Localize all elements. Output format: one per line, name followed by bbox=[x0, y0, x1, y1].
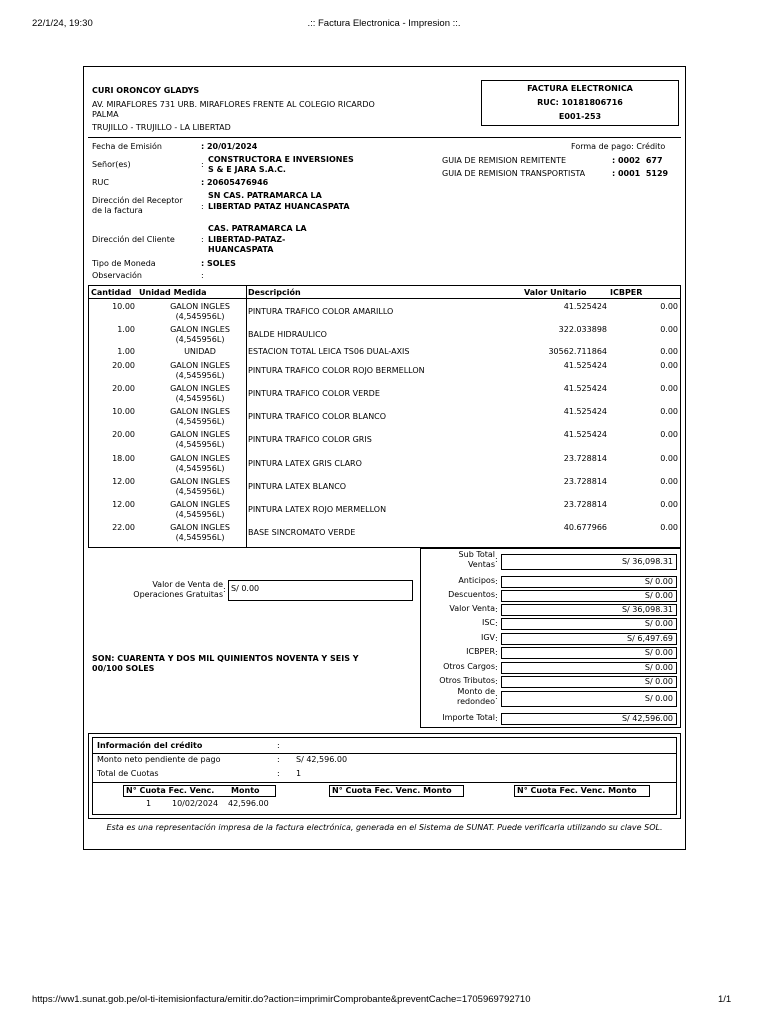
item-description: PINTURA TRAFICO COLOR BLANCO bbox=[248, 412, 387, 421]
item-description: PINTURA LATEX GRIS CLARO bbox=[248, 459, 362, 468]
item-unit-value: 23.728814 bbox=[563, 500, 607, 509]
invoice-type: FACTURA ELECTRONICA bbox=[527, 84, 633, 93]
credit-title: Información del crédito bbox=[97, 741, 203, 750]
item-description: PINTURA TRAFICO COLOR AMARILLO bbox=[248, 307, 394, 316]
guia-remitente-label: GUIA DE REMISION REMITENTE bbox=[442, 156, 567, 165]
total-label-line-1: ICBPER bbox=[466, 647, 495, 656]
colon: : bbox=[495, 648, 498, 657]
total-label bbox=[443, 662, 495, 672]
item-unit-detail: (4,545956L) bbox=[175, 487, 225, 496]
gratuitas-value: S/ 0.00 bbox=[228, 580, 413, 601]
total-label-line-1: Sub Total bbox=[458, 550, 495, 559]
colon: : bbox=[495, 634, 498, 643]
sunat-note: Esta es una representación impresa de la factura electrónica, generada en el Sistema de SUNAT. Puede verificarla utilizando su clave SOL. bbox=[106, 823, 663, 832]
credit-inner bbox=[92, 737, 677, 815]
ruc-value: : 20605476946 bbox=[201, 178, 269, 187]
dir-cliente-3: HUANCASPATA bbox=[208, 245, 274, 254]
item-unit-value: 23.728814 bbox=[563, 477, 607, 486]
colon: : bbox=[495, 591, 498, 600]
item-unit-value: 41.525424 bbox=[563, 361, 607, 370]
item-icbper: 0.00 bbox=[660, 384, 678, 393]
senor-value-1: CONSTRUCTORA E INVERSIONES bbox=[208, 155, 354, 164]
total-value: S/ 36,098.31 bbox=[501, 554, 677, 570]
colon: : bbox=[495, 555, 498, 564]
item-unit-detail: (4,545956L) bbox=[175, 335, 225, 344]
item-unit-detail: (4,545956L) bbox=[175, 417, 225, 426]
total-label-line-1: Otros Cargos bbox=[443, 662, 495, 671]
item-description: PINTURA TRAFICO COLOR VERDE bbox=[248, 389, 380, 398]
total-label bbox=[448, 590, 495, 600]
item-quantity: 10.00 bbox=[112, 302, 135, 311]
total-label-line-2: Ventas bbox=[467, 560, 495, 569]
fecha-value: : 20/01/2024 bbox=[201, 142, 258, 151]
item-icbper: 0.00 bbox=[660, 430, 678, 439]
monto-pendiente-value: S/ 42,596.00 bbox=[296, 755, 348, 764]
item-unit: GALON INGLES bbox=[170, 430, 230, 439]
item-icbper: 0.00 bbox=[660, 407, 678, 416]
amount-in-words-2: 00/100 SOLES bbox=[92, 664, 155, 673]
item-unit-detail: (4,545956L) bbox=[175, 440, 225, 449]
fecha-label: Fecha de Emisión bbox=[92, 142, 162, 151]
total-label-line-1: Valor Venta bbox=[449, 604, 495, 613]
dir-cliente-1: CAS. PATRAMARCA LA bbox=[208, 224, 307, 233]
item-icbper: 0.00 bbox=[660, 500, 678, 509]
colon: : bbox=[277, 741, 280, 750]
item-icbper: 0.00 bbox=[660, 454, 678, 463]
col-unidad: Unidad Medida bbox=[139, 288, 207, 297]
total-label-line-1: Importe Total bbox=[442, 713, 495, 722]
item-unit: UNIDAD bbox=[184, 347, 216, 356]
item-quantity: 10.00 bbox=[112, 407, 135, 416]
total-label bbox=[449, 604, 495, 614]
total-label bbox=[458, 576, 495, 586]
item-quantity: 20.00 bbox=[112, 430, 135, 439]
cuota-number: 1 bbox=[146, 799, 152, 808]
guia-remitente-value: : 0002 677 bbox=[612, 156, 663, 165]
dir-receptor-2: LIBERTAD PATAZ HUANCASPATA bbox=[208, 202, 350, 211]
item-quantity: 18.00 bbox=[112, 454, 135, 463]
total-value: S/ 0.00 bbox=[501, 576, 677, 588]
gratuitas-label-1: Valor de Venta de bbox=[152, 580, 223, 589]
colon: : bbox=[223, 585, 226, 594]
item-unit: GALON INGLES bbox=[170, 407, 230, 416]
item-unit: GALON INGLES bbox=[170, 302, 230, 311]
cuota-header-2: N° Cuota Fec. Venc. Monto bbox=[329, 785, 464, 797]
item-unit: GALON INGLES bbox=[170, 325, 230, 334]
col-cantidad: Cantidad bbox=[91, 288, 132, 297]
cuota-amount: 42,596.00 bbox=[228, 799, 269, 808]
item-quantity: 1.00 bbox=[117, 325, 135, 334]
colon: : bbox=[495, 692, 498, 701]
colon: : bbox=[495, 577, 498, 586]
item-unit: GALON INGLES bbox=[170, 384, 230, 393]
col-valor-unitario: Valor Unitario bbox=[524, 288, 587, 297]
item-quantity: 22.00 bbox=[112, 523, 135, 532]
total-label-line-2: redondeo bbox=[457, 697, 495, 706]
total-label-line-1: Anticipos bbox=[458, 576, 495, 585]
monto-pendiente-label: Monto neto pendiente de pago bbox=[97, 755, 221, 764]
invoice-ruc: RUC: 10181806716 bbox=[537, 98, 623, 107]
dir-cliente-2: LIBERTAD-PATAZ- bbox=[208, 235, 286, 244]
total-label bbox=[457, 687, 495, 707]
cuota-header-1: N° Cuota Fec. Venc. Monto bbox=[123, 785, 276, 797]
senor-value-2: S & E JARA S.A.C. bbox=[208, 165, 286, 174]
dir-receptor-label-1: Dirección del Receptor bbox=[92, 196, 183, 205]
dir-receptor-1: SN CAS. PATRAMARCA LA bbox=[208, 191, 322, 200]
total-label bbox=[466, 647, 495, 657]
colon: : bbox=[495, 663, 498, 672]
item-unit-detail: (4,545956L) bbox=[175, 312, 225, 321]
cuota-date: 10/02/2024 bbox=[172, 799, 219, 808]
moneda-value: : SOLES bbox=[201, 259, 236, 268]
total-value: S/ 6,497.69 bbox=[501, 633, 677, 645]
item-unit: GALON INGLES bbox=[170, 523, 230, 532]
guia-transportista-label: GUIA DE REMISION TRANSPORTISTA bbox=[442, 169, 586, 178]
item-unit-detail: (4,545956L) bbox=[175, 533, 225, 542]
item-description: BASE SINCROMATO VERDE bbox=[248, 528, 356, 537]
total-value: S/ 0.00 bbox=[501, 676, 677, 688]
print-url: https://ww1.sunat.gob.pe/ol-ti-itemisionfactura/emitir.do?action=imprimirComprobante&preventCache=1705969792710 bbox=[32, 994, 531, 1005]
item-quantity: 12.00 bbox=[112, 477, 135, 486]
total-value: S/ 36,098.31 bbox=[501, 604, 677, 616]
colon: : bbox=[495, 677, 498, 686]
divider bbox=[88, 137, 681, 138]
total-label-line-1: Descuentos bbox=[448, 590, 495, 599]
colon: : bbox=[495, 714, 498, 723]
issuer-name: CURI ORONCOY GLADYS bbox=[92, 86, 200, 95]
item-unit: GALON INGLES bbox=[170, 361, 230, 370]
col-descripcion: Descripción bbox=[248, 288, 301, 297]
item-unit-value: 41.525424 bbox=[563, 384, 607, 393]
invoice-id-box bbox=[481, 80, 679, 126]
totals-box bbox=[420, 548, 681, 728]
total-label-line-1: ISC bbox=[481, 618, 495, 627]
colon: : bbox=[201, 160, 204, 169]
item-unit-value: 30562.711864 bbox=[548, 347, 607, 356]
print-page-number: 1/1 bbox=[718, 994, 732, 1005]
colon: : bbox=[201, 235, 204, 244]
total-value: S/ 0.00 bbox=[501, 618, 677, 630]
col-icbper: ICBPER bbox=[610, 288, 643, 297]
cuota-header-3: N° Cuota Fec. Venc. Monto bbox=[514, 785, 650, 797]
credit-box bbox=[88, 733, 681, 819]
item-unit-value: 322.033898 bbox=[558, 325, 607, 334]
item-unit-value: 41.525424 bbox=[563, 430, 607, 439]
item-icbper: 0.00 bbox=[660, 347, 678, 356]
item-description: PINTURA TRAFICO COLOR GRIS bbox=[248, 435, 372, 444]
total-label-line-1: Monto de bbox=[457, 687, 495, 696]
item-unit-value: 41.525424 bbox=[563, 302, 607, 311]
total-label bbox=[439, 676, 495, 686]
total-cuotas-label: Total de Cuotas bbox=[97, 769, 159, 778]
issuer-address-1: AV. MIRAFLORES 731 URB. MIRAFLORES FRENTE AL COLEGIO RICARDO bbox=[92, 100, 375, 109]
item-unit-value: 23.728814 bbox=[563, 454, 607, 463]
item-icbper: 0.00 bbox=[660, 325, 678, 334]
dir-cliente-label: Dirección del Cliente bbox=[92, 235, 175, 244]
item-unit-detail: (4,545956L) bbox=[175, 394, 225, 403]
item-description: BALDE HIDRAULICO bbox=[248, 330, 327, 339]
invoice-number: E001-253 bbox=[558, 112, 602, 121]
observacion-value: : bbox=[201, 271, 204, 280]
items-header bbox=[89, 286, 680, 299]
item-description: PINTURA LATEX ROJO MERMELLON bbox=[248, 505, 387, 514]
total-label-line-1: IGV bbox=[480, 633, 495, 642]
item-unit-detail: (4,545956L) bbox=[175, 464, 225, 473]
item-icbper: 0.00 bbox=[660, 477, 678, 486]
item-unit: GALON INGLES bbox=[170, 454, 230, 463]
issuer-city: TRUJILLO - TRUJILLO - LA LIBERTAD bbox=[92, 123, 231, 132]
colon: : bbox=[277, 755, 280, 764]
item-unit-detail: (4,545956L) bbox=[175, 510, 225, 519]
item-quantity: 20.00 bbox=[112, 384, 135, 393]
amount-in-words-1: SON: CUARENTA Y DOS MIL QUINIENTOS NOVENTA Y SEIS Y bbox=[92, 654, 359, 663]
item-icbper: 0.00 bbox=[660, 302, 678, 311]
item-description: ESTACION TOTAL LEICA TS06 DUAL-AXIS bbox=[248, 347, 410, 356]
forma-pago: Forma de pago: Crédito bbox=[571, 142, 666, 151]
item-unit-value: 41.525424 bbox=[563, 407, 607, 416]
item-description: PINTURA TRAFICO COLOR ROJO BERMELLON bbox=[248, 366, 425, 375]
item-icbper: 0.00 bbox=[660, 361, 678, 370]
total-value: S/ 0.00 bbox=[501, 647, 677, 659]
print-datetime: 22/1/24, 19:30 bbox=[32, 18, 93, 29]
total-value: S/ 0.00 bbox=[501, 662, 677, 674]
divider bbox=[93, 753, 676, 754]
total-value: S/ 0.00 bbox=[501, 691, 677, 707]
dir-receptor-label-2: de la factura bbox=[92, 206, 143, 215]
colon: : bbox=[495, 605, 498, 614]
total-cuotas-value: 1 bbox=[296, 769, 302, 778]
gratuitas-label-2: Operaciones Gratuitas bbox=[133, 590, 223, 599]
colon: : bbox=[201, 202, 204, 211]
total-label bbox=[442, 713, 495, 723]
divider bbox=[93, 782, 676, 783]
item-unit: GALON INGLES bbox=[170, 477, 230, 486]
print-title: .:: Factura Electronica - Impresion ::. bbox=[307, 18, 461, 29]
ruc-label: RUC bbox=[92, 178, 109, 187]
item-unit-value: 40.677966 bbox=[563, 523, 607, 532]
moneda-label: Tipo de Moneda bbox=[92, 259, 156, 268]
colon: : bbox=[277, 769, 280, 778]
item-quantity: 20.00 bbox=[112, 361, 135, 370]
item-quantity: 12.00 bbox=[112, 500, 135, 509]
senor-label: Señor(es) bbox=[92, 160, 131, 169]
guia-transportista-value: : 0001 5129 bbox=[612, 169, 669, 178]
observacion-label: Observación bbox=[92, 271, 142, 280]
total-label bbox=[481, 633, 495, 643]
item-quantity: 1.00 bbox=[117, 347, 135, 356]
total-label bbox=[459, 550, 495, 570]
item-description: PINTURA LATEX BLANCO bbox=[248, 482, 347, 491]
colon: : bbox=[495, 619, 498, 628]
total-label-line-1: Otros Tributos bbox=[439, 676, 495, 685]
item-icbper: 0.00 bbox=[660, 523, 678, 532]
total-value: S/ 42,596.00 bbox=[501, 713, 677, 725]
total-label bbox=[482, 618, 495, 628]
issuer-address-2: PALMA bbox=[92, 110, 119, 119]
item-unit: GALON INGLES bbox=[170, 500, 230, 509]
items-table bbox=[88, 285, 681, 548]
total-value: S/ 0.00 bbox=[501, 590, 677, 602]
item-unit-detail: (4,545956L) bbox=[175, 371, 225, 380]
